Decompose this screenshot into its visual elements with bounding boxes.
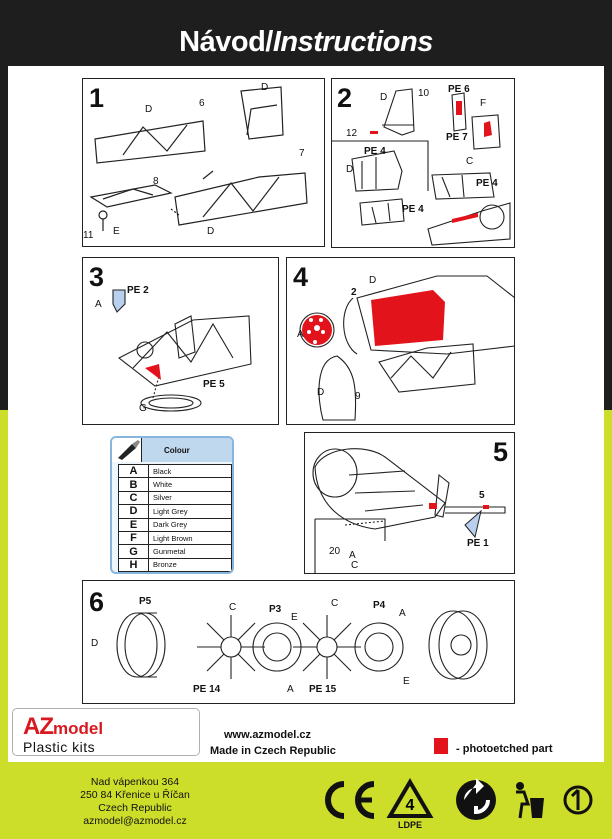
made-in-note: Made in Czech Republic <box>210 745 336 757</box>
brand-logo <box>12 708 200 756</box>
part-label: PE 2 <box>127 285 149 296</box>
part-label: F <box>480 98 487 109</box>
part-label: P4 <box>373 600 386 611</box>
step-4-number: 4 <box>293 262 309 292</box>
part-label: 2 <box>351 287 357 298</box>
svg-text:4: 4 <box>405 797 415 814</box>
page-title: Návod/Instructions <box>179 26 433 58</box>
part-label: 6 <box>199 98 205 109</box>
eko-kom-icon <box>558 778 598 822</box>
address-line: Czech Republic <box>98 802 172 814</box>
step-2-drawing <box>332 79 515 248</box>
colour-key: B <box>119 478 149 491</box>
legend-row <box>119 505 232 518</box>
legend-row <box>119 465 232 478</box>
part-label: A <box>399 608 406 619</box>
part-label: PE 7 <box>446 132 468 143</box>
part-label: D <box>207 226 215 237</box>
part-label: D <box>145 104 153 115</box>
part-label: 7 <box>299 148 305 159</box>
legend-table <box>118 464 232 572</box>
recycle-ldpe-icon <box>386 778 434 820</box>
part-label: PE 1 <box>467 538 489 549</box>
part-label: 10 <box>418 88 430 99</box>
part-label: D <box>261 82 269 93</box>
colour-name: Black <box>149 465 232 478</box>
part-label: C <box>351 560 359 571</box>
colour-key: C <box>119 491 149 504</box>
part-label: E <box>291 612 298 623</box>
colour-name: Light Grey <box>149 505 232 518</box>
colour-key: H <box>119 558 149 571</box>
legend-row <box>119 518 232 531</box>
part-label: PE 4 <box>476 178 498 189</box>
paintbrush-icon <box>112 438 142 462</box>
logo-az: AZmodel <box>23 713 104 740</box>
website-link[interactable]: www.azmodel.cz <box>224 729 312 741</box>
part-label: A <box>349 550 356 561</box>
legend-title: Colour <box>164 446 190 455</box>
colour-name: Gunmetal <box>149 545 232 558</box>
step-5-number: 5 <box>493 437 509 467</box>
part-label: D <box>346 164 354 175</box>
part-label: P5 <box>139 596 152 607</box>
step-3-drawing <box>83 258 279 425</box>
step-3-number: 3 <box>89 262 105 292</box>
step-2-panel <box>331 78 515 248</box>
step-4-drawing <box>287 258 515 425</box>
part-label: E <box>113 226 120 237</box>
legend-row <box>119 491 232 504</box>
part-label: 11 <box>83 230 94 241</box>
colour-key: E <box>119 518 149 531</box>
part-label: 8 <box>153 176 159 187</box>
part-label: A <box>287 684 294 695</box>
legend-row <box>119 545 232 558</box>
step-5-panel <box>304 432 515 574</box>
step-4-panel <box>286 257 515 425</box>
part-label: PE 4 <box>402 204 424 215</box>
recycle-label: LDPE <box>398 820 423 830</box>
colour-key: A <box>119 465 149 478</box>
part-label: E <box>403 676 410 687</box>
step-6-panel <box>82 580 515 704</box>
part-label: PE 15 <box>309 684 337 695</box>
green-dot-icon <box>454 778 498 822</box>
part-label: D <box>380 92 388 103</box>
part-label: G <box>139 403 147 414</box>
email-link[interactable]: azmodel@azmodel.cz <box>83 815 187 827</box>
part-label: A <box>95 299 102 310</box>
colour-key: F <box>119 531 149 544</box>
address-line: 250 84 Křenice u Říčan <box>80 789 190 801</box>
tidyman-bin-icon <box>510 780 546 820</box>
step-6-number: 6 <box>89 587 105 617</box>
legend-row <box>119 531 232 544</box>
part-label: PE 5 <box>203 379 225 390</box>
company-address <box>40 776 230 828</box>
colour-name: Silver <box>149 491 232 504</box>
part-label: P3 <box>269 604 282 615</box>
photoetch-swatch <box>434 738 448 754</box>
part-label: PE 4 <box>364 146 386 157</box>
part-label: C <box>331 598 339 609</box>
colour-name: Dark Grey <box>149 518 232 531</box>
part-label: 20 <box>329 546 341 557</box>
part-label: 5 <box>479 490 485 501</box>
part-label: 12 <box>346 128 358 139</box>
step-3-panel <box>82 257 279 425</box>
part-label: 9 <box>355 391 361 402</box>
step-1-number: 1 <box>89 83 105 113</box>
part-label: D <box>91 638 99 649</box>
part-label: PE 6 <box>448 84 470 95</box>
address-line: Nad vápenkou 364 <box>90 776 180 788</box>
colour-name: Light Brown <box>149 531 232 544</box>
logo-subtitle: Plastic kits <box>23 739 96 755</box>
colour-name: Bronze <box>149 558 232 571</box>
photoetch-note: - photoetched part <box>456 743 553 755</box>
part-label: C <box>229 602 237 613</box>
step-1-panel <box>82 78 325 247</box>
colour-key: D <box>119 505 149 518</box>
part-label: C <box>466 156 474 167</box>
part-label: D <box>317 387 325 398</box>
legend-row <box>119 558 232 571</box>
colour-name: White <box>149 478 232 491</box>
part-label: PE 14 <box>193 684 221 695</box>
ce-mark-icon <box>318 778 378 822</box>
step-2-number: 2 <box>337 83 353 113</box>
legend-row <box>119 478 232 491</box>
part-label: A <box>297 329 304 340</box>
colour-legend <box>110 436 234 574</box>
part-label: D <box>369 275 377 286</box>
colour-key: G <box>119 545 149 558</box>
